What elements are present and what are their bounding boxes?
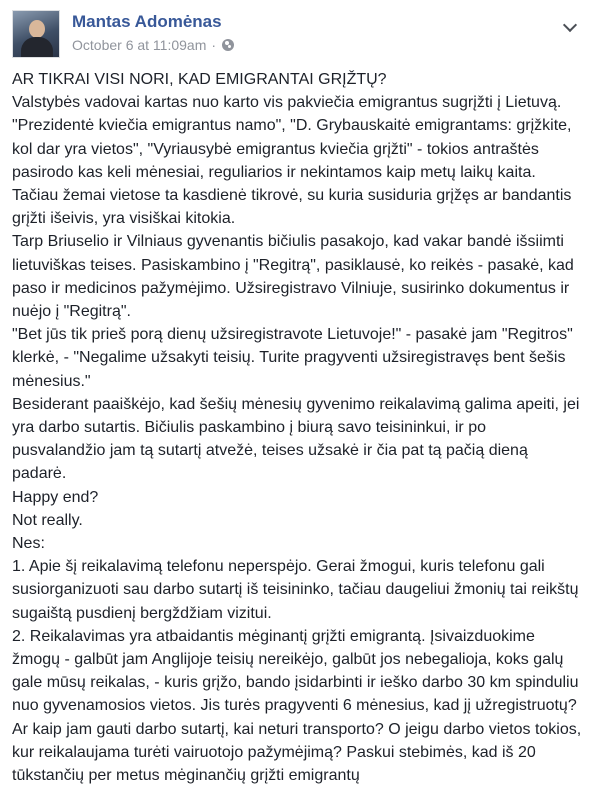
post-paragraph: Besiderant paaiškėjo, kad šešių mėnesių gyvenimo reikalavimą galima apeiti, jei yra darbo sutartis. Bičiulis paskambino į biurą savo teisininkui, ir po pusvalandžio jam tą sutartį atvežė, teises užsakė ir čia pat tą pačią dieną padarė. bbox=[12, 395, 580, 483]
post-paragraph: Tarp Briuselio ir Vilniaus gyvenantis bičiulis pasakojo, kad vakar bandė išsiimti lietuviškas teises. Pasiskambino į "Regitrą", pasiklausė, ko reikės - pasakė, kad paso ir medicinos pažymėjimo. Užsiregistravo Vilniuje, susirinko dokumentus ir nuėjo į "Regitrą". bbox=[12, 233, 574, 321]
avatar-body bbox=[21, 37, 53, 58]
post-paragraph: Happy end? bbox=[12, 488, 99, 506]
post-paragraph: "Bet jūs tik prieš porą dienų užsiregistravote Lietuvoje!" - pasakė jam "Regitros" klerkė, - "Negalime užsakyti teisių. Turite pragyventi užsiregistravęs bent šešis mėnesius." bbox=[12, 326, 573, 390]
post-paragraph: Tačiau žemai vietose ta kasdienė tikrovė, su kuria susiduria grįžęs ar bandantis grįžti išeivis, yra visiškai kitokia. bbox=[12, 187, 572, 228]
post-paragraph: 2. Reikalavimas yra atbaidantis mėginantį grįžti emigrantą. Įsivaizduokime žmogų - galbūt jam Anglijoje teisių nereikėjo, galbūt jos nebegalioja, koks galų gale mūsų reikalas, - kuris grįžo, bando įsidarbinti ir ieško darbo 30 km spinduliu nuo gyvenamosios vietos. Jis turės pragyventi 6 mėnesius, kad jį užregistruotų? Ar kaip jam gauti darbo sutartį, kai neturi transporto? O jeigu darbo vietos tokios, kur reikalaujama turėti vairuotojo pažymėjimą? Paskui stebimės, kad iš 20 tūkstančių per metus mėginančių grįžti emigrantų bbox=[12, 627, 582, 785]
globe-icon[interactable] bbox=[222, 39, 234, 51]
post-header bbox=[12, 8, 580, 58]
post-timestamp[interactable]: October 6 at 11:09am bbox=[72, 37, 207, 53]
post-meta bbox=[72, 37, 234, 53]
post-body bbox=[12, 68, 582, 787]
author-name[interactable]: Mantas Adomėnas bbox=[72, 12, 222, 31]
avatar[interactable] bbox=[12, 10, 60, 58]
avatar-face bbox=[29, 20, 45, 38]
post-paragraph: Nes: bbox=[12, 535, 45, 553]
post-headline: AR TIKRAI VISI NORI, KAD EMIGRANTAI GRĮŽTŲ? bbox=[12, 71, 387, 88]
post-paragraph: Not really. bbox=[12, 511, 83, 529]
post-paragraph: 1. Apie šį reikalavimą telefonu neperspėjo. Gerai žmogui, kuris telefonu gali susiorganizuoti sau darbo sutartį iš teisininko, tačiau daugeliui žmonių tai reikštų sugaištą pusdienį bergždžiam vizitui. bbox=[12, 558, 579, 622]
post-paragraph: Valstybės vadovai kartas nuo karto vis pakviečia emigrantus sugrįžti į Lietuvą. "Prezidentė kviečia emigrantus namo", "D. Grybauskaitė emigrantams: grįžkite, kol dar yra vietos", "Vyriausybė emigrantus kviečia grįžti" - tokios antraštės pasirodo kas keli mėnesiai, reguliarios ir nekintamos kaip metų laikų kaita. bbox=[12, 94, 572, 181]
meta-separator: · bbox=[211, 37, 217, 53]
chevron-down-icon[interactable] bbox=[562, 20, 578, 32]
